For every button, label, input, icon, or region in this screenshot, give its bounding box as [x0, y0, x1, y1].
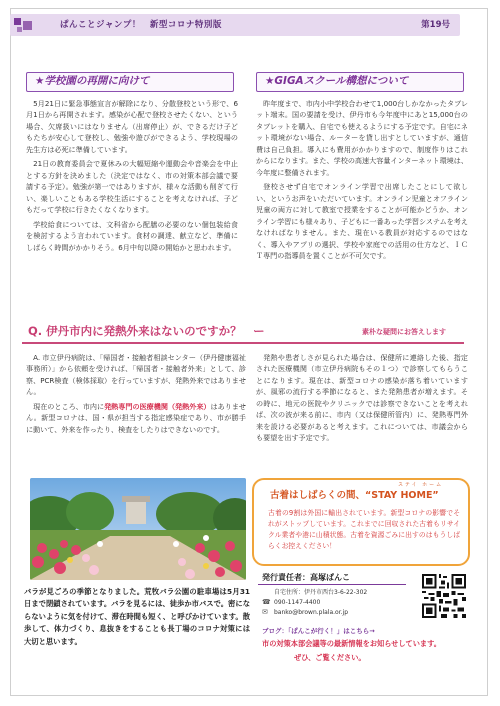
- publisher-email[interactable]: banko@brown.plala.or.jp: [274, 609, 349, 616]
- photo-caption: バラが見ごろの季節となりました。荒牧バラ公園の駐車場は5月31日まで閉鎖されています。バラを見るには、徒歩か市バスで。密にならないように気を付けて、滞在時間も短く、と呼びかけています。散歩して、体力づくり、息抜きをすることも長丁場のコロナ対策には大切と思います。: [24, 587, 250, 646]
- school-paragraph: 21日の教育委員会で夏休みの大幅短縮や運動会や音楽会を中止とする方針を決めました（決定ではなく、市の対策本部会議で要請する予定）。勉強が第一ではありますが、様々な活動も削ぎて行い、楽しいこともある学校生活にすることを考えなければ、子どもだって学校に行きたくなくなります。: [26, 159, 238, 215]
- answer-text: 現在のところ、市内に: [33, 401, 105, 411]
- fever-clinic-highlight: 発熱専門の医療機関（発熱外来）: [104, 401, 211, 411]
- question-subheading: 素朴な疑問にお答えします: [362, 328, 446, 336]
- answer-text: はありません。新型コロナは、国・県が担当する指定感染症であり、市が勝手に動いて、外来を作ったり、検査をしたりはできないのです。: [26, 401, 247, 434]
- answer-paragraph: 発熱や患者しさが見られた場合は、保健所に連絡した後、指定された医療機関（市立伊丹病院もその１つ）で診察してもらうことになります。現在は、新型コロナの感染が落ち着いていますが、風邪の流行する季節になると、また発熱患者が増えます。その時に、地元の医院やクリニックでは診察できないことを考えれば、次の波が来る前に、市内（又は保健所管内）に、発熱専門外来を設ける必要があると考えます。これについては、市議会からも要望を出す予定です。: [256, 353, 468, 443]
- stay-home-notice-box: [252, 478, 470, 566]
- school-section-body: [26, 98, 238, 256]
- phone-icon: ☎: [262, 598, 271, 606]
- blog-qr-code-icon[interactable]: [422, 574, 466, 618]
- answer-right-column: [256, 352, 468, 447]
- answer-paragraph: A. 市立伊丹病院は、「帰国者・接触者相談センター（伊丹健康福祉事務所）」から依頼を受ければ、「帰国者・接触者外来」として、診察、PCR検査（検体採取）を行っていますが、発熱外来ではありません。: [26, 353, 246, 397]
- stay-home-text: 古着の9割は外国に輸出されています。新型コロナの影響でそれがストップしています。これまでに回収された古着もリサイクル業者や港に山積状態。古着を資源ごみに出すのはもうしばらくお控えください！: [268, 509, 460, 550]
- newsletter-header: [10, 14, 460, 36]
- blog-link[interactable]: ブログ：「ぱんこが行く！」はこちら→: [262, 627, 375, 635]
- publisher-info: [254, 570, 470, 676]
- school-section-heading: ★学校園の再開に向けて: [26, 72, 234, 92]
- newsletter-title: ぱんことジャンプ！ 新型コロナ特別版: [60, 20, 222, 30]
- publisher-notice-2: ぜひ、ご覧ください。: [294, 653, 366, 662]
- publisher-address: 自宅住所：伊丹市西台3-6-22-302: [274, 589, 368, 596]
- stay-home-ruby: ステイ ホーム: [398, 482, 444, 488]
- question-heading: Q. 伊丹市内に発熱外来はないのですか？ ー: [28, 324, 265, 338]
- question-heading-bar: [22, 322, 464, 344]
- school-paragraph: 5月21日に緊急事態宣言が解除になり、分散登校という形で、6月1日から再開されます。感染が心配で登校させたくない、という場合、欠席扱いにはなりません（出席停止）が、できるだけ子どもたちが安心して登校し、勉強や遊びができるよう、学校現場の先生方は必死に準備しています。: [26, 99, 238, 154]
- publisher-phone: 090-1147-4400: [274, 599, 321, 606]
- giga-section-heading: ★GIGAスクール構想について: [256, 72, 464, 92]
- email-icon: ✉: [262, 608, 268, 616]
- giga-section-body: [256, 98, 468, 265]
- rose-garden-photo: [30, 478, 246, 580]
- publisher-divider: [258, 584, 406, 585]
- issue-number: 第19号: [421, 20, 450, 30]
- giga-paragraph: 昨年度まで、市内小中学校合わせて1,000台しかなかったタブレット端末。国の要請を受け、伊丹市も今年度中にあと15,000台のタブレットを購入、自宅でも使えるようにする予定です。自宅にネット環境がない場合、ルーターを貸し出すとしていますが、通信費は自己負担。導入にも費用がかかりますので、制度作りはこれからになります。また、学校の高速大容量インターネット環境は、今年度に整備されます。: [256, 99, 468, 177]
- publisher-title: 発行責任者：高塚ぱんこ: [262, 573, 350, 582]
- publisher-notice: 市の対策本部会議等の最新情報をお知らせしています。: [262, 639, 441, 648]
- stay-home-title: 古着はしばらくの間、“STAY HOME”: [270, 490, 439, 501]
- giga-paragraph: 登校させず自宅でオンライン学習で出席したことにして欲しい、というお声をいただいています。オンライン児童とオフライン児童の両方に対して教室で授業をすることが可能かどうか、オンライン学習にも様々あり、子どもに一番あった学習システムを考えなければなりません。また、現在いる教員が対応するのではなく、導入やアプリの選択、学校や家庭での活用の仕方など、ＩＣＴ専門の指導員を置くことが不可欠です。: [256, 182, 468, 261]
- school-paragraph: 学校給食については、文科省から配膳の必要のない個包装給食を検討するよう言われています。食材の調達、献立など、準備にしばらく時間がかかりそう。6月中旬以降の開始かと思われます。: [26, 219, 238, 252]
- header-logo-squares-icon: [14, 18, 32, 34]
- rose-garden-illustration: [30, 478, 246, 580]
- answer-left-column: [26, 352, 246, 438]
- answer-paragraph: [26, 401, 246, 435]
